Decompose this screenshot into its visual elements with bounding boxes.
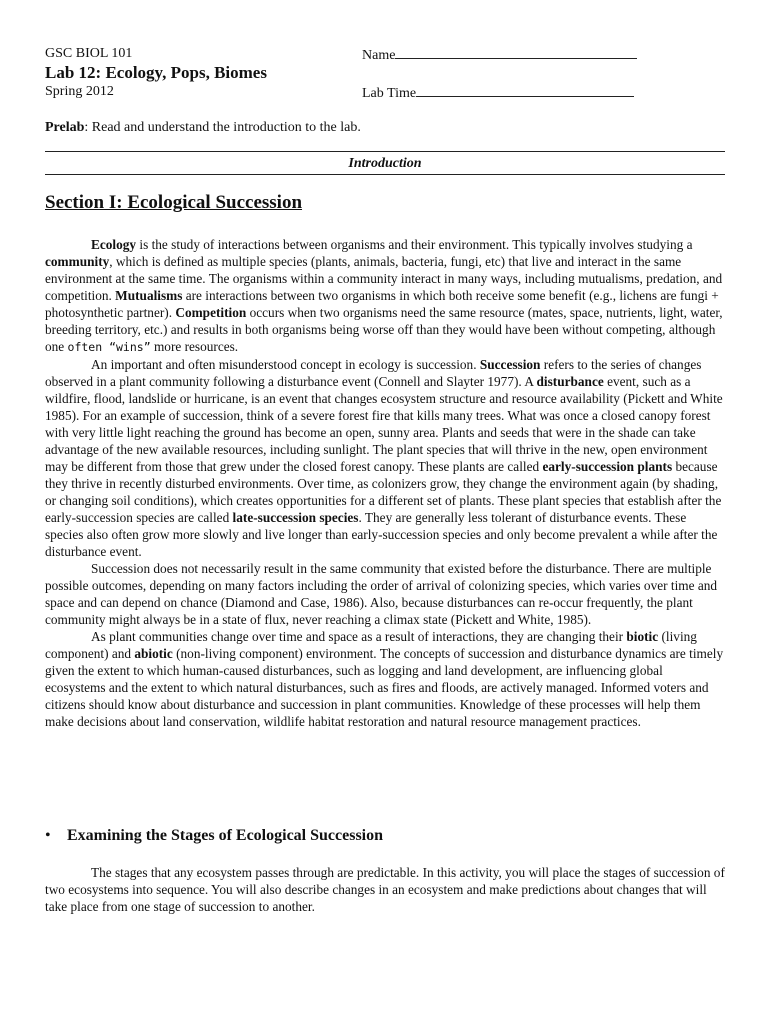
paragraph-ecology [45, 236, 725, 356]
text-span: . They are generally less tolerant of disturbance events. These species also often grow more slowly and live longer than early-succession species and only become prevalent a while after the disturbance event. [45, 510, 718, 559]
introduction-body [45, 236, 725, 730]
text-span: more resources. [150, 339, 239, 354]
course-code: GSC BIOL 101 [45, 46, 133, 61]
text-span: (non-living component) environment. The concepts of succession and disturbance dynamics are timely given the extent to which human-caused disturbances, such as logging and land development, are influencing global ecosystems and the extent to which natural disturbances, such as fires and floods, are actively managed. Informed voters and citizens should know about disturbance and succession in plant communities. Knowledge of these processes will help them make decisions about land conservation, wildlife habitat restoration and natural resource management practices. [45, 646, 724, 729]
section-title: Section I: Ecological Succession [45, 192, 303, 213]
bullet-heading [45, 826, 383, 846]
lab-time-blank [416, 83, 634, 97]
text-span: are interactions between two organisms in which both receive some benefit (e.g., lichens are fungi + photosynthetic partner). [45, 288, 719, 320]
term-late-succession: late-succession species [232, 510, 359, 525]
paragraph-outcomes: Succession does not necessarily result in the same community that existed before the disturbance. There are multiple possible outcomes, depending on many factors including the order of arrival of colonizing species, which varies over time and space and can depend on chance (Diamond and Case, 1986). Also, because disturbances can re-occur frequently, the plant community might always be in a state of flux, never reaching a climax state (Pickett and White, 1985). [45, 561, 718, 627]
term-succession: Succession [479, 357, 541, 372]
text-span: because they thrive in recently disturbed environments. Over time, as colonizers grow, they change the environment again (by shading, or changing soil conditions), which creates opportunities for a different set of plants. These plant species that establish after the early-succession species are called [45, 459, 722, 525]
term-early-succession: early-succession plants [542, 459, 673, 474]
text-span-mono: often “wins” [67, 340, 151, 354]
lab-time-field [362, 83, 634, 102]
lab-time-label: Lab Time [362, 86, 417, 101]
lab-title: Lab 12: Ecology, Pops, Biomes [45, 63, 267, 82]
stages-body [45, 864, 725, 915]
term-disturbance: disturbance [536, 374, 604, 389]
term: Spring 2012 [45, 84, 114, 99]
text-span: As plant communities change over time and space as a result of interactions, they are changing their [91, 629, 627, 644]
text-span: , which is defined as multiple species (plants, animals, bacteria, fungi, etc) that live and interact in the same environment at the same time. The organisms within a community interact in many ways, including mutualisms, predation, and competition. [45, 254, 723, 303]
prelab-line [45, 119, 361, 136]
term-biotic: biotic [626, 629, 659, 644]
paragraph-stages: The stages that any ecosystem passes through are predictable. In this activity, you will place the stages of succession of two ecosystems into sequence. You will also describe changes in an ecosystem and make predictions about changes that will take place from one stage of succession to another. [45, 865, 725, 914]
term-mutualisms: Mutualisms [115, 288, 183, 303]
term-competition: Competition [175, 305, 247, 320]
paragraph-biotic-abiotic [45, 628, 725, 730]
text-span: refers to the series of changes observed in a plant community following a disturbance event (Connell and Slayter 1977). A [45, 357, 702, 389]
text-span: An important and often misunderstood concept in ecology is succession. [91, 357, 480, 372]
prelab-label: Prelab [45, 120, 85, 135]
name-field [362, 45, 637, 64]
text-span: (living component) and [45, 629, 697, 661]
term-abiotic: abiotic [134, 646, 173, 661]
paragraph-succession [45, 356, 725, 560]
prelab-text: : Read and understand the introduction to the lab. [84, 120, 361, 135]
name-blank [395, 45, 637, 59]
term-community: community [45, 254, 110, 269]
text-span: occurs when two organisms need the same resource (mates, space, nutrients, light, water, breeding territory, etc.) and results in both organisms being worse off than they would have been without competing, although one [45, 305, 723, 354]
top-rule [45, 151, 725, 152]
bottom-rule [45, 174, 725, 175]
name-label: Name [362, 48, 396, 63]
bullet-icon: • [45, 827, 51, 844]
text-span: is the study of interactions between organisms and their environment. This typically involves studying a [136, 237, 693, 252]
introduction-label: Introduction [348, 156, 422, 171]
term-ecology: Ecology [91, 237, 137, 252]
text-span: event, such as a wildfire, flood, landslide or hurricane, is an event that changes ecosystem structure and resource availability (Pickett and White 1985). For an example of succession, think of a severe forest fire that kills many trees. What was once a closed canopy forest with very little light reaching the ground has become an open, sunny area. Plants and seeds that were in the shade can take advantage of the new available resources, including sunlight. The plant species that will thrive in the new, open environment may be different from those that grew under the closed forest canopy. These plants are called [45, 374, 723, 474]
bullet-heading-text: Examining the Stages of Ecological Succession [67, 827, 384, 844]
